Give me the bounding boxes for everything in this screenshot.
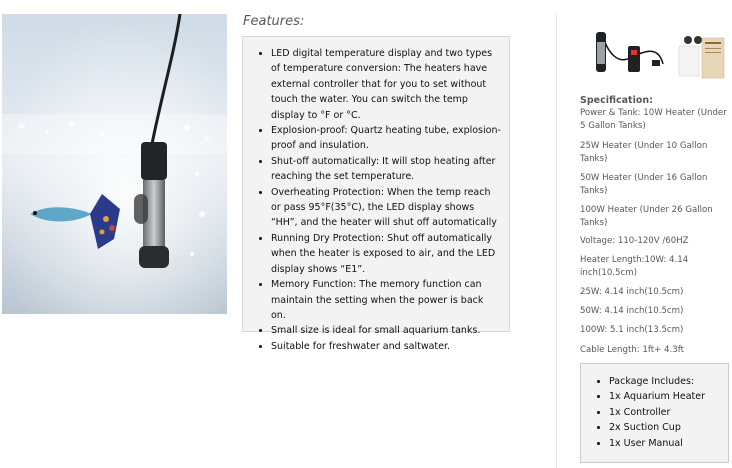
feature-item: • Small size is ideal for small aquarium tanks. — [271, 323, 501, 338]
spec-line: 100W Heater (Under 26 Gallon Tanks) — [580, 205, 713, 228]
feature-item: • LED digital temperature display and two types of temperature conversion: The heaters have external controller that for you to set without touch the water. You can switch the temp display to °F or °C. — [271, 46, 501, 123]
spec-line: 50W: 4.14 inch(10.5cm) — [580, 306, 684, 316]
spec-line: Cable Length: 1ft+ 4.3ft — [580, 345, 684, 355]
feature-item: • Memory Function: The memory function can maintain the setting when the power is back on. — [271, 277, 501, 323]
package-item: • 1x Controller — [609, 405, 724, 420]
package-item: • 1x User Manual — [609, 436, 724, 451]
features-box — [242, 36, 510, 352]
spec-line: 50W Heater (Under 16 Gallon Tanks) — [580, 173, 708, 196]
feature-item: • Running Dry Protection: Shut off automatically when the heater is exposed to air, and the LED display shows “E1”. — [271, 231, 501, 277]
spec-line: 100W: 5.1 inch(13.5cm) — [580, 325, 684, 335]
product-photo[interactable] — [2, 14, 227, 314]
feature-item: • Overheating Protection: When the temp reach or pass 95°F(35°C), the LED display shows “HH”, and the heater will shut off automatically — [271, 185, 501, 231]
spec-line: 25W: 4.14 inch(10.5cm) — [580, 287, 684, 297]
specification-heading: Specification: — [580, 95, 653, 106]
package-item: • 2x Suction Cup — [609, 420, 724, 435]
product-thumbnail[interactable] — [588, 24, 728, 84]
feature-item: • Explosion-proof: Quartz heating tube, explosion-proof and insulation. — [271, 123, 501, 154]
features-list — [243, 37, 509, 354]
feature-item: • Shut-off automatically: It will stop heating after reaching the set temperature. — [271, 154, 501, 185]
package-item: • 1x Aquarium Heater — [609, 389, 724, 404]
features-heading: Features: — [243, 14, 305, 29]
column-divider — [556, 14, 557, 468]
package-box — [580, 363, 729, 463]
feature-item: • Suitable for freshwater and saltwater. — [271, 339, 501, 354]
spec-line: Voltage: 110-120V /60HZ — [580, 236, 689, 246]
package-item: • Package Includes: — [609, 374, 724, 389]
spec-line: Heater Length:10W: 4.14 inch(10.5cm) — [580, 255, 689, 278]
spec-line: 25W Heater (Under 10 Gallon Tanks) — [580, 141, 708, 164]
package-list — [581, 364, 728, 451]
spec-line: Power & Tank: 10W Heater (Under 5 Gallon Tanks) — [580, 108, 727, 131]
